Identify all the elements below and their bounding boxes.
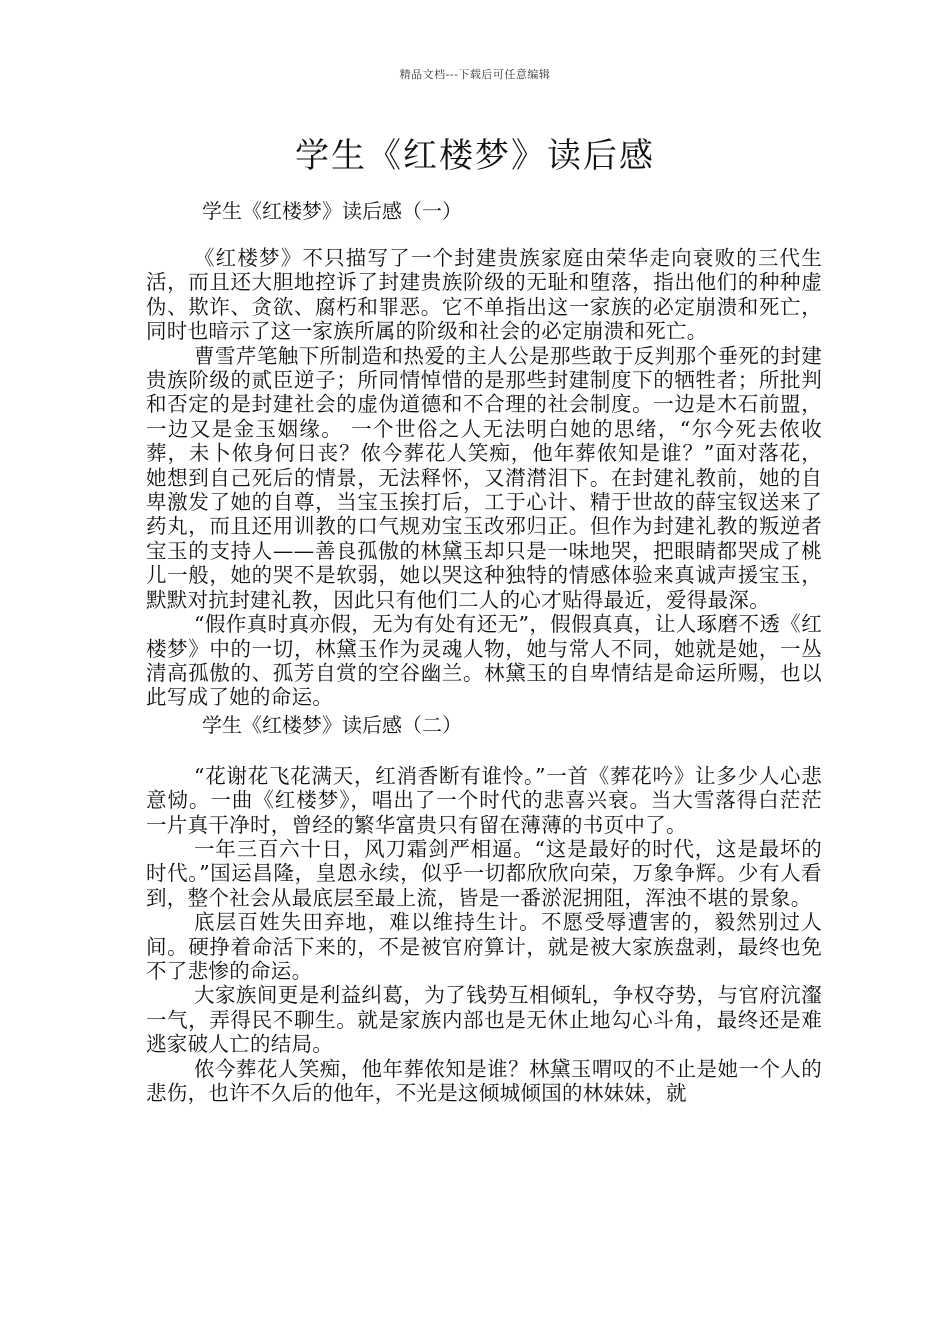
section-heading: 学生《红楼梦》读后感（二） xyxy=(202,712,462,737)
document-title: 学生《红楼梦》读后感 xyxy=(295,136,655,176)
paragraph: 侬今葬花人笑痴，他年葬侬知是谁？林黛玉喟叹的不止是她一个人的悲伤，也许不久后的他年，不光是这倾城倾国的林妹妹，就 xyxy=(146,1056,822,1105)
section-heading: 学生《红楼梦》读后感（一） xyxy=(202,199,462,223)
paragraph: 底层百姓失田弃地，难以维持生计。不愿受辱遭害的，毅然别过人间。硬挣着命活下来的，不是被官府算计，就是被大家族盘剥，最终也免不了悲惨的命运。 xyxy=(146,910,822,983)
paragraph: 《红楼梦》不只描写了一个封建贵族家庭由荣华走向衰败的三代生活，而且还大胆地控诉了封建贵族阶级的无耻和堕落，指出他们的种种虚伪、欺诈、贪欲、腐朽和罪恶。它不单指出这一家族的必定崩溃和死亡，同时也暗示了这一家族所属的阶级和社会的必定崩溃和死亡。 xyxy=(146,246,822,344)
document-body xyxy=(146,196,822,1105)
paragraph: 曹雪芹笔触下所制造和热爱的主人公是那些敢于反判那个垂死的封建贵族阶级的贰臣逆子；所同情悼惜的是那些封建制度下的牺牲者；所批判和否定的是封建社会的虚伪道德和不合理的社会制度。一边是木石前盟，一边又是金玉姻缘。 一个世俗之人无法明白她的思绪，“尔今死去侬收葬，未卜侬身何日丧？侬今葬花人笑痴，他年葬侬知是谁？”面对落花，她想到自己死后的情景，无法释怀，又潸潸泪下。在封建礼教前，她的自卑激发了她的自尊，当宝玉挨打后，工于心计、精于世故的薛宝钗送来了药丸，而且还用训教的口气规劝宝玉改邪归正。但作为封建礼教的叛逆者宝玉的支持人——善良孤傲的林黛玉却只是一味地哭，把眼睛都哭成了桃儿一般，她的哭不是软弱，她以哭这种独特的情感体验来真诚声援宝玉，默默对抗封建礼教，因此只有他们二人的心才贴得最近，爱得最深。 xyxy=(146,343,822,612)
paragraph: “假作真时真亦假，无为有处有还无”，假假真真，让人琢磨不透《红楼梦》中的一切，林黛玉作为灵魂人物，她与常人不同，她就是她，一丛清高孤傲的、孤芳自赏的空谷幽兰。林黛玉的自卑情结是命运所赐，也以此写成了她的命运。 xyxy=(146,612,822,710)
paragraph: 大家族间更是利益纠葛，为了钱势互相倾轧，争权夺势，与官府沆瀣一气，弄得民不聊生。就是家族内部也是无休止地勾心斗角，最终还是难逃家破人亡的结局。 xyxy=(146,983,822,1057)
paragraph: 一年三百六十日，风刀霜剑严相逼。“这是最好的时代，这是最坏的时代。”国运昌隆，皇恩永续，似乎一切都欣欣向荣，万象争辉。少有人看到，整个社会从最底层至最上流，皆是一番淤泥拥阻，浑浊不堪的景象。 xyxy=(146,836,822,910)
paragraph: “花谢花飞花满天，红消香断有谁怜。”一首《葬花吟》让多少人心悲意恸。一曲《红楼梦》，唱出了一个时代的悲喜兴衰。当大雪落得白茫茫一片真干净时，曾经的繁华富贵只有留在薄薄的书页中了。 xyxy=(146,763,822,837)
header-note: 精品文档---下载后可任意编辑 xyxy=(399,68,551,81)
